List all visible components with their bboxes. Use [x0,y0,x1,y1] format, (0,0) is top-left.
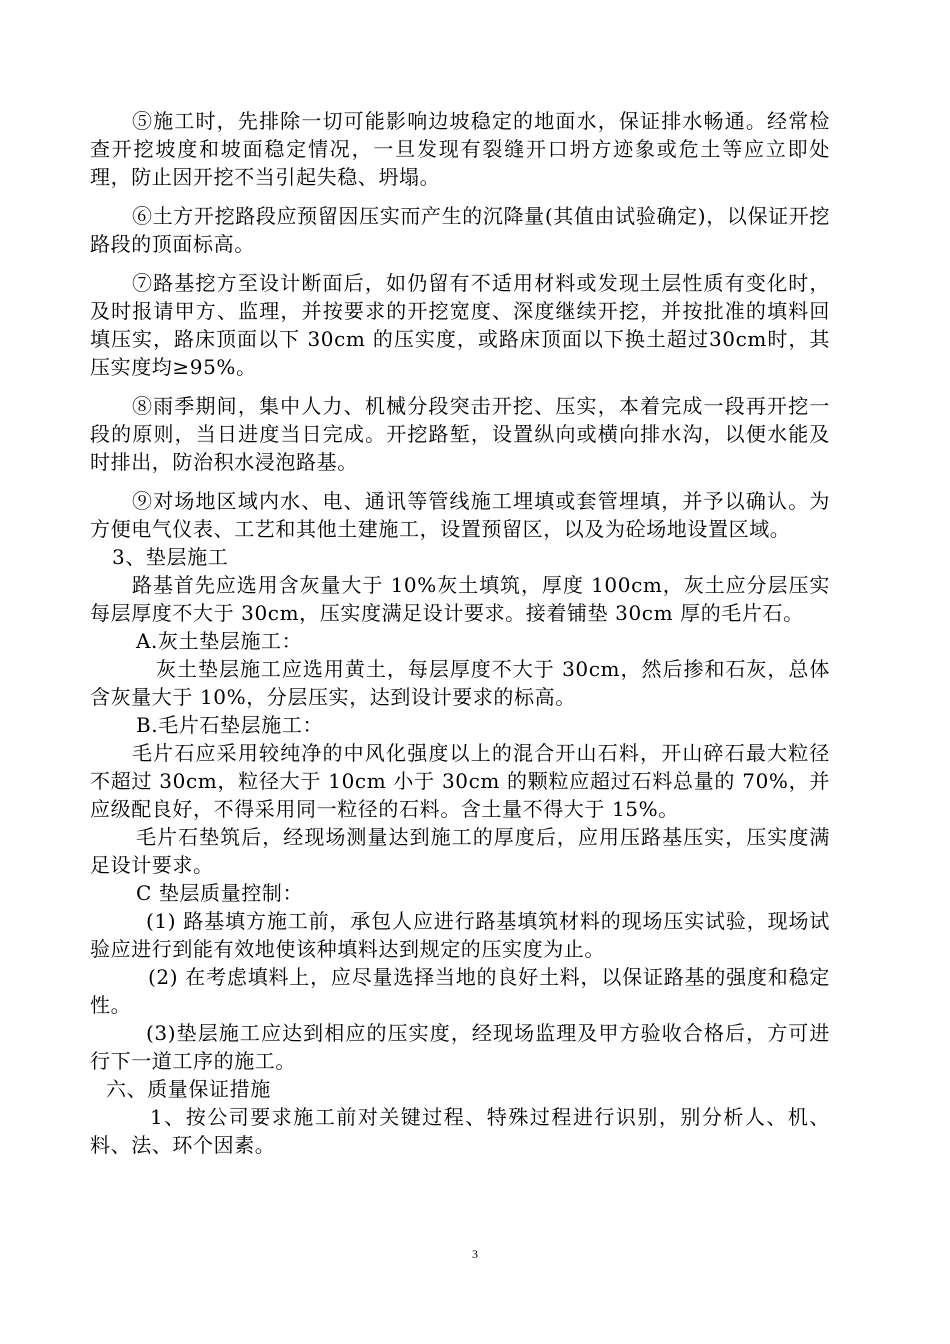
paragraph-item-9: ⑨对场地区域内水、电、通讯等管线施工埋填或套管埋填，并予以确认。为方便电气仪表、工艺和其他土建施工，设置预留区，以及为砼场地设置区域。 [90,489,830,541]
section-heading-quality: 六、质量保证措施 [106,1077,271,1101]
paragraph-qc-3: (3)垫层施工应达到相应的压实度，经现场监理及甲方验收合格后，方可进行下一道工序的施工。 [90,1021,830,1073]
subheading-rubble: B.毛片石垫层施工： [136,713,324,737]
paragraph-lime-soil: 灰土垫层施工应选用黄土，每层厚度不大于 30cm，然后掺和石灰，总体含灰量大于 10%，分层压实，达到设计要求的标高。 [90,657,830,709]
document-body [90,107,830,1159]
subheading-quality-control: C 垫层质量控制： [136,881,304,905]
paragraph-qc-1: (1) 路基填方施工前，承包人应进行路基填筑材料的现场压实试验，现场试验应进行到能有效地使该种填料达到规定的压实度为止。 [90,909,830,961]
paragraph-cushion-intro: 路基首先应选用含灰量大于 10%灰土填筑，厚度 100cm，灰土应分层压实每层厚度不大于 30cm，压实度满足设计要求。接着铺垫 30cm 厚的毛片石。 [90,573,830,625]
paragraph-qc-2: (2) 在考虑填料上，应尽量选择当地的良好土料，以保证路基的强度和稳定性。 [90,965,830,1017]
paragraph-item-5: ⑤施工时，先排除一切可能影响边坡稳定的地面水，保证排水畅通。经常检查开挖坡度和坡面稳定情况，一旦发现有裂缝开口坍方迹象或危土等应立即处理，防止因开挖不当引起失稳、坍塌。 [90,109,830,189]
subheading-lime-soil: A.灰土垫层施工： [136,629,303,653]
paragraph-item-6: ⑥土方开挖路段应预留因压实而产生的沉降量(其值由试验确定)，以保证开挖路段的顶面标高。 [90,204,830,256]
paragraph-item-7: ⑦路基挖方至设计断面后，如仍留有不适用材料或发现土层性质有变化时，及时报请甲方、监理，并按要求的开挖宽度、深度继续开挖，并按批准的填料回填压实，路床顶面以下 30cm 的压实度，或路床顶面以下换土超过30cm时，其压实度均≥95%。 [90,271,830,379]
paragraph-rubble-2: 毛片石垫筑后，经现场测量达到施工的厚度后，应用压路基压实，压实度满足设计要求。 [90,825,830,877]
paragraph-item-8: ⑧雨季期间，集中人力、机械分段突击开挖、压实，本着完成一段再开挖一段的原则，当日进度当日完成。开挖路堑，设置纵向或横向排水沟，以便水能及时排出，防治积水浸泡路基。 [90,394,830,474]
paragraph-rubble-1: 毛片石应采用较纯净的中风化强度以上的混合开山石料，开山碎石最大粒径不超过 30cm，粒径大于 10cm 小于 30cm 的颗粒应超过石料总量的 70%，并应级配良好，不得采用同一粒径的石料。含土量不得大于 15%。 [90,741,830,821]
page-number: 3 [472,1247,478,1261]
paragraph-quality-1: 1、按公司要求施工前对关键过程、特殊过程进行识别，别分析人、机、料、法、环个因素。 [90,1105,830,1157]
section-heading-cushion: 3、垫层施工 [112,545,229,569]
